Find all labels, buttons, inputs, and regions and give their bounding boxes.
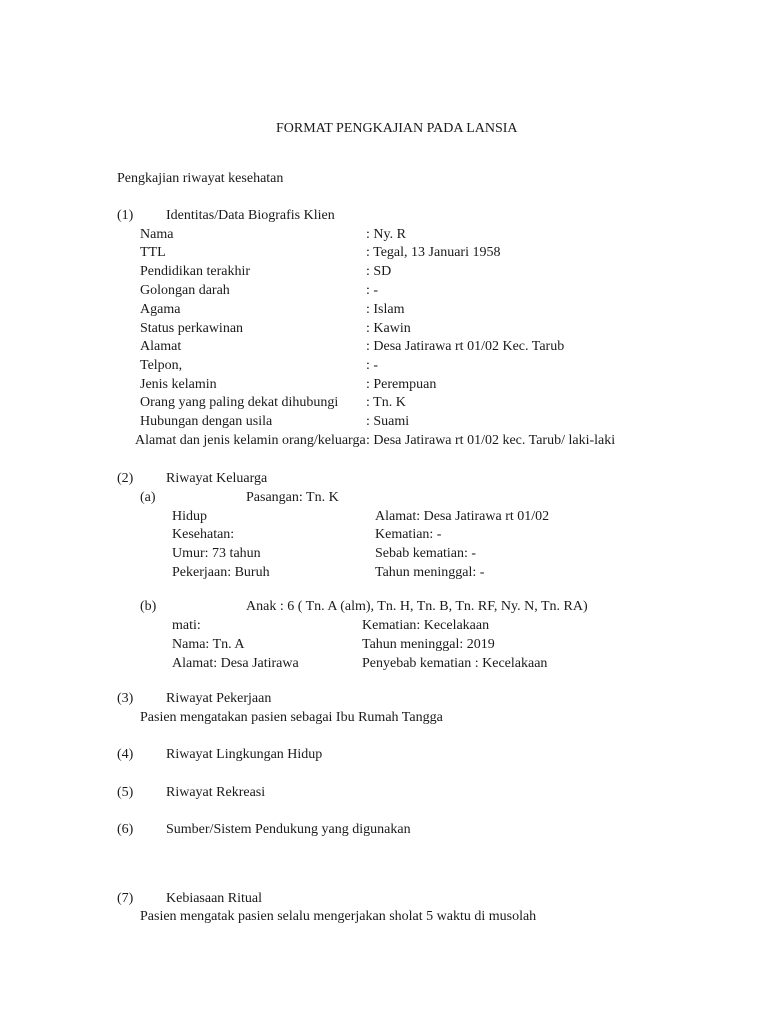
family-a-spouse: Pasangan: Tn. K [246, 490, 339, 505]
identity-value: : SD [366, 264, 392, 279]
family-a-marker: (a) [140, 490, 156, 505]
family-b-detail: Kematian: Kecelakaan [362, 618, 490, 633]
identity-label: Agama [140, 302, 181, 317]
identity-value: : Kawin [366, 321, 411, 336]
section-6-heading: Sumber/Sistem Pendukung yang digunakan [166, 822, 411, 837]
identity-label: Orang yang paling dekat dihubungi [140, 395, 339, 410]
identity-label: Pendidikan terakhir [140, 264, 251, 279]
identity-label: Telpon, [140, 358, 183, 373]
identity-value: : Desa Jatirawa rt 01/02 Kec. Tarub [366, 339, 565, 354]
identity-label: Jenis kelamin [140, 377, 217, 392]
section-4-number: (4) [117, 747, 134, 762]
section-1-number: (1) [117, 208, 134, 223]
family-a-detail: Alamat: Desa Jatirawa rt 01/02 [375, 509, 550, 524]
family-b-detail: Nama: Tn. A [172, 637, 245, 652]
identity-value: : Suami [366, 414, 410, 429]
section-1-heading: Identitas/Data Biografis Klien [166, 208, 335, 223]
section-4-heading: Riwayat Lingkungan Hidup [166, 747, 323, 762]
family-b-detail: Alamat: Desa Jatirawa [172, 656, 299, 671]
section-2-heading: Riwayat Keluarga [166, 471, 268, 486]
identity-value: : - [366, 358, 379, 373]
section-2-number: (2) [117, 471, 134, 486]
family-b-detail: mati: [172, 618, 201, 633]
section-7-heading: Kebiasaan Ritual [166, 891, 263, 906]
identity-value: : Desa Jatirawa rt 01/02 kec. Tarub/ laki-laki [366, 433, 616, 448]
section-subtitle: Pengkajian riwayat kesehatan [117, 171, 284, 186]
identity-value: : Tegal, 13 Januari 1958 [366, 245, 501, 260]
section-7-number: (7) [117, 891, 134, 906]
identity-value: : Islam [366, 302, 405, 317]
family-b-marker: (b) [140, 599, 157, 614]
family-b-detail: Tahun meninggal: 2019 [362, 637, 495, 652]
section-3-heading: Riwayat Pekerjaan [166, 691, 272, 706]
family-a-detail: Kematian: - [375, 527, 442, 542]
section-3-text: Pasien mengatakan pasien sebagai Ibu Rumah Tangga [140, 710, 443, 725]
family-a-detail: Umur: 73 tahun [172, 546, 261, 561]
identity-label: Alamat [140, 339, 182, 354]
family-a-detail: Sebab kematian: - [375, 546, 477, 561]
identity-label: Hubungan dengan usila [140, 414, 273, 429]
family-b-children: Anak : 6 ( Tn. A (alm), Tn. H, Tn. B, Tn. RF, Ny. N, Tn. RA) [246, 599, 588, 614]
identity-label: Status perkawinan [140, 321, 244, 336]
identity-value: : Perempuan [366, 377, 437, 392]
identity-label: Golongan darah [140, 283, 230, 298]
identity-label: Nama [140, 227, 174, 242]
family-a-detail: Tahun meninggal: - [375, 565, 485, 580]
identity-value: : Tn. K [366, 395, 406, 410]
page-title: FORMAT PENGKAJIAN PADA LANSIA [276, 121, 518, 136]
section-5-heading: Riwayat Rekreasi [166, 785, 266, 800]
family-a-detail: Kesehatan: [172, 527, 235, 542]
identity-value: : - [366, 283, 379, 298]
section-3-number: (3) [117, 691, 134, 706]
section-7-text: Pasien mengatak pasien selalu mengerjakan sholat 5 waktu di musolah [140, 909, 537, 924]
section-5-number: (5) [117, 785, 134, 800]
identity-value: : Ny. R [366, 227, 406, 242]
identity-label: Alamat dan jenis kelamin orang/keluarga [135, 433, 366, 448]
family-a-detail: Hidup [172, 509, 207, 524]
identity-label: TTL [140, 245, 166, 260]
family-a-detail: Pekerjaan: Buruh [172, 565, 270, 580]
section-6-number: (6) [117, 822, 134, 837]
family-b-detail: Penyebab kematian : Kecelakaan [362, 656, 548, 671]
